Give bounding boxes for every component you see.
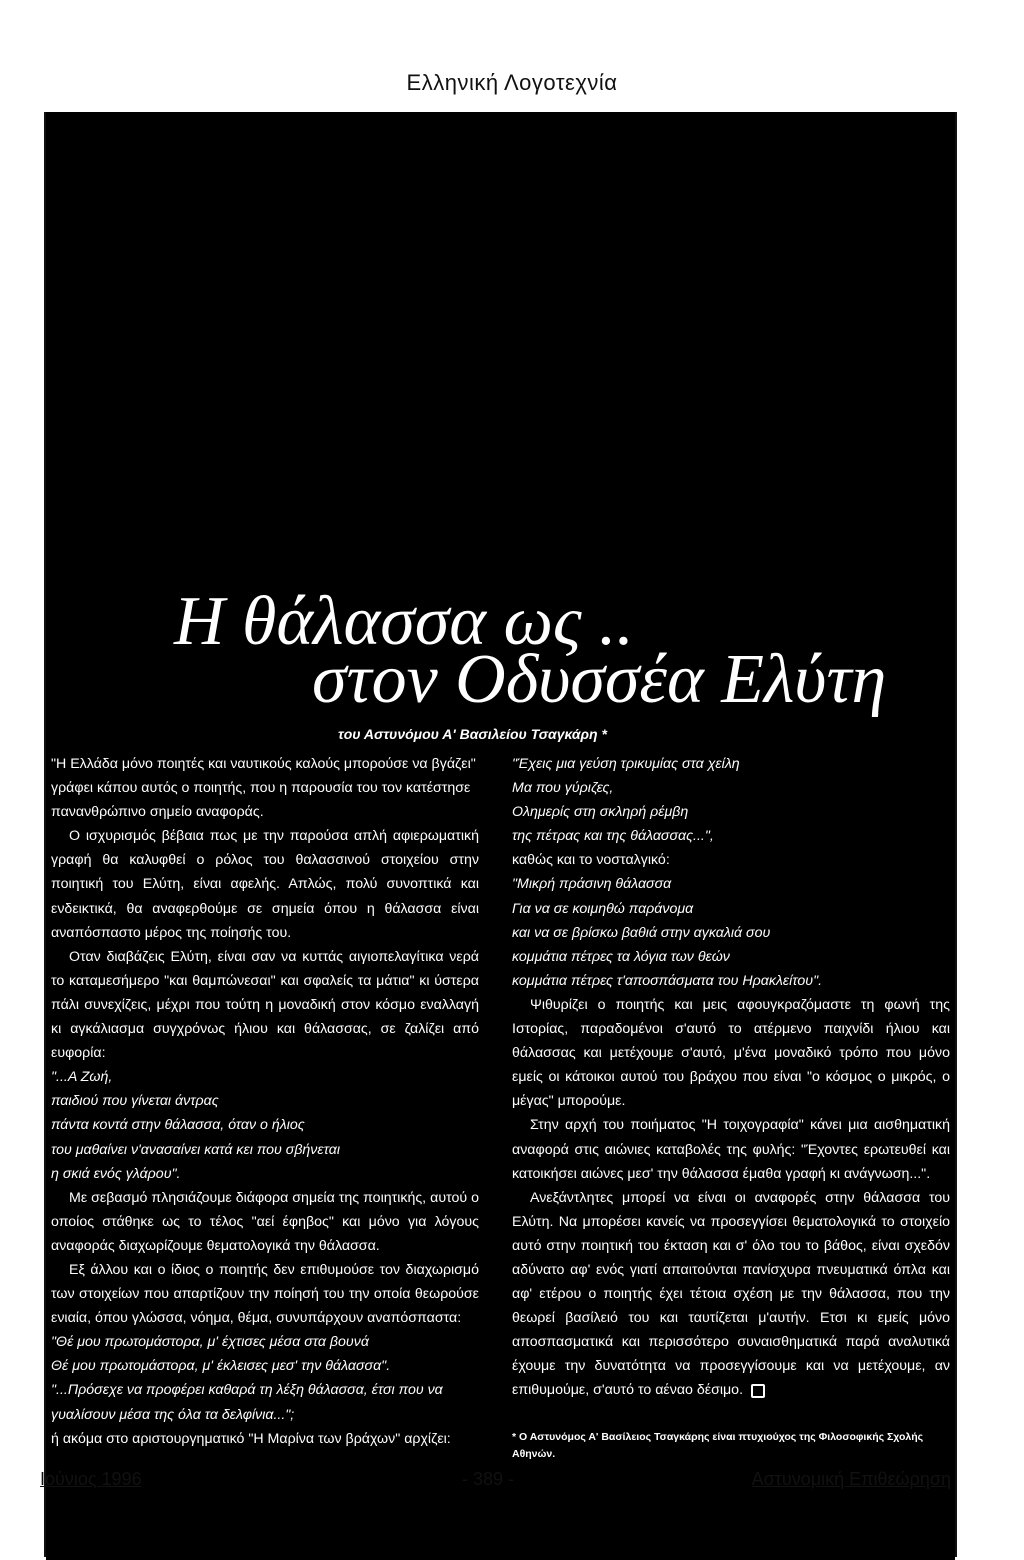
poem-line: η σκιά ενός γλάρου". [51,1165,181,1182]
article-panel [46,112,955,1560]
poem-line: Για να σε κοιμηθώ παράνομα [512,900,694,917]
poem-line: του μαθαίνει ν'ανασαίνει κατά κει που σβήνεται [51,1141,340,1158]
poem-line: Ολημερίς στη σκληρή ρέμβη [512,804,689,821]
paragraph-final-text: Ανεξάντλητες μπορεί να είναι οι αναφορές στην θάλασσα του Ελύτη. Να μπορέσει κανείς να προσεγγίσει θεματολογικά το στοιχείο αυτό στην ποιητική του έκταση και σ' όλο του το βάθος, είναι σχεδόν αδύνατο αφ' ενός γιατί απαιτούνται πανίσχυρα πνευματικά όπλα και αφ' ετέρου ο ποιητής έχει τέτοια σχέση με την θάλασσα, που την θεωρεί βασίλειό του και ταυτίζεται μ'αυτήν. Ετσι κι εμείς μόνο αποσπασματικά και περισσότερο συναισθηματικά παρά αναλυτικά έχουμε την δυνατότητα να προσεγγίσουμε και να μετέχουμε, αν επιθυμούμε, σ'αυτό το αέναο δέσιμο. [512,1189,950,1399]
poem-line: Μα που γύριζες, [512,780,614,797]
paragraph: ή ακόμα στο αριστουργηματικό "Η Μαρίνα των βράχων" αρχίζει: [51,1430,451,1447]
poem-line: κομμάτια πέτρες τα λόγια των θεών [512,948,730,965]
paragraph: Στην αρχή του ποιήματος "Η τοιχογραφία" κάνει μια αισθηματική αναφορά στις αιώνιες καταβολές της φυλής: "Έχοντες ερωτευθεί και κατοικήσει αιώνες μεσ' την θάλασσα έμαθα γραφή κι ανάγνωση...". [512,1117,950,1182]
article-byline: του Αστυνόμου Α' Βασιλείου Τσαγκάρη * [338,726,607,742]
page-footer [0,1469,1024,1493]
author-footnote: * Ο Αστυνόμος Α' Βασίλειος Τσαγκάρης είναι πτυχιούχος της Φιλοσοφικής Σχολής Αθηνών. [512,1430,924,1460]
footer-issue-date: Ιούνιος 1996 [40,1469,142,1489]
poem-line: πάντα κοντά στην θάλασσα, όταν ο ήλιος [51,1117,305,1134]
poem-line: "...Πρόσεχε να προφέρει καθαρά τη λέξη θάλασσα, έτσι που να γυαλίσουν μέσα της όλα τα δελφίνια..."; [51,1382,443,1423]
frame-right-rule [955,112,957,1557]
paragraph: "Η Ελλάδα μόνο ποιητές και ναυτικούς καλούς μπορούσε να βγάζει" γράφει κάπου αυτός ο ποιητής, που η παρουσία του τον κατέστησε πανανθρώπινο σημείο αναφοράς. [51,756,476,821]
paragraph-final [512,1186,950,1403]
paragraph: Εξ άλλου και ο ίδιος ο ποιητής δεν επιθυμούσε τον διαχωρισμό των στοιχείων που απαρτίζουν την ποίησή του την οποία θεωρούσε ενιαία, όπου γλώσσα, νόημα, θέμα, συνυπάρχουν αναπόσπαστα: [51,1261,479,1327]
footer-page-number: - 389 - [462,1469,515,1489]
left-column [51,752,479,1451]
section-title: Ελληνική Λογοτεχνία [406,70,618,95]
footer-magazine-name: Αστυνομική Επιθεώρηση [751,1469,951,1489]
poem-line: "Έχεις μια γεύση τρικυμίας στα χείλη [512,756,740,772]
poem-line: "Μικρή πράσινη θάλασσα [512,876,672,893]
end-mark-icon [751,1384,765,1398]
paragraph: Ψιθυρίζει ο ποιητής και μεις αφουγκραζόμαστε τη φωνή της Ιστορίας, παραδομένοι σ'αυτό το ατέρμενο παιχνίδι ήλιου και θάλασσας και μετέχουμε σ'αυτό, μ'ένα μοναδικό τρόπο που μόνο εμείς οι κάτοικοι αυτού του βράχου που είναι "ο κόσμος ο μικρός, ο μέγας" μπορούμε. [512,996,950,1110]
article-title-line-2: στον Οδυσσέα Ελύτη [312,641,887,718]
poem-line: κομμάτια πέτρες τ'αποσπάσματα του Ηρακλείτου". [512,972,823,989]
paragraph: Οταν διαβάζεις Ελύτη, είναι σαν να κυττάς αιγιοπελαγίτικα νερά το καταμεσήμερο "και θαμπώνεσαι" και σφαλείς τα μάτια" κι ύστερα πάλι συνεχίζεις, μέχρι που τούτη η μοναδική στον κόσμο εναλλαγή κι αγκάλιασμα συγχρόνως ήλιου και θάλασσας, σε ζαλίζει από ευφορία: [51,948,479,1062]
paragraph: καθώς και το νοσταλγικό: [512,852,670,869]
poem-line: "...Α Ζωή, [51,1069,113,1086]
right-column [512,752,950,1463]
article-title-line-1: Η θάλασσα ως .. [174,583,634,660]
poem-line: Θέ μου πρωτομάστορα, μ' έκλεισες μεσ' την θάλασσα". [51,1358,391,1375]
poem-line: της πέτρας και της θάλασσας...", [512,828,714,845]
paragraph: Ο ισχυρισμός βέβαια πως με την παρούσα απλή αφιερωματική γραφή θα καλυφθεί ο ρόλος του θαλασσινού στοιχείου στην ποιητική του Ελύτη, είναι αφελής. Απλώς, πολύ συνοπτικά και ενδεικτικά, θα αναφερθούμε σε σημεία όπου η θάλασσα είναι αναπόσπαστο μέρος της ποίησής του. [51,828,479,941]
poem-line: "Θέ μου πρωτομάστορα, μ' έχτισες μέσα στα βουνά [51,1334,369,1351]
poem-line: παιδιού που γίνεται άντρας [51,1093,219,1110]
poem-line: και να σε βρίσκω βαθιά στην αγκαλιά σου [512,924,771,941]
paragraph: Με σεβασμό πλησιάζουμε διάφορα σημεία της ποιητικής, αυτού ο οποίος στάθηκε ως το τέλος "αεί έφηβος" και μόνο για λόγους αναφοράς διαχωρίζουμε θεματολογικά την θάλασσα. [51,1189,479,1254]
